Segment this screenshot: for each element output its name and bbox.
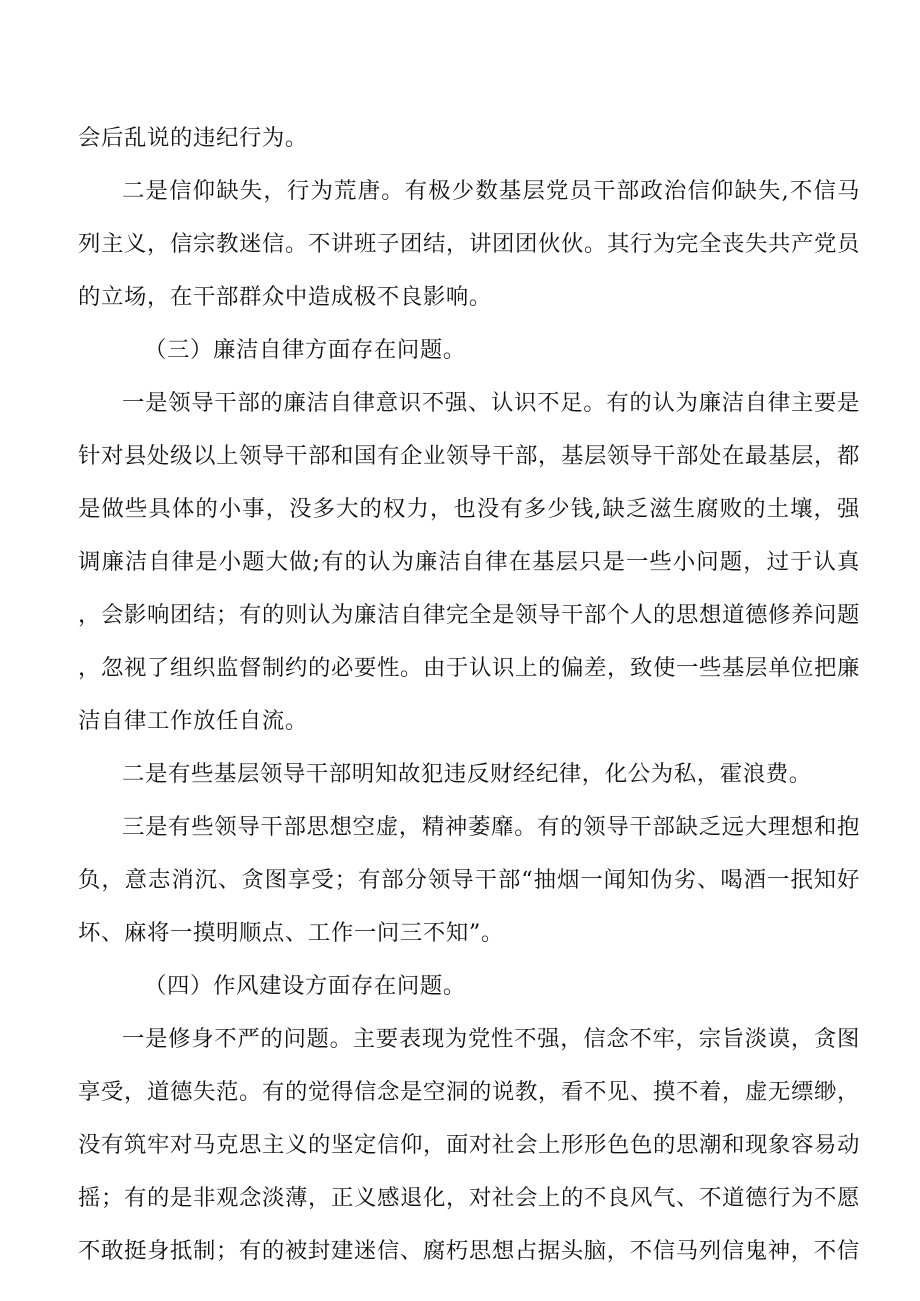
body-paragraph-continuation: 会后乱说的违纪行为。 [78, 125, 308, 151]
body-paragraph-self-cultivation: 一是修身不严的问题。主要表现为党性不强，信念不牢，宗旨淡谟，贪图享受，道德失范。有的觉得信念是空洞的说教，看不见、摸不着，虚无缥缈，没有筑牢对马克思主义的坚定信仰，面对社会上形形色色的思潮和现象容易动摇；有的是非观念淡薄，正义感退化，对社会上的不良风气、不道德行为不愿不敢挺身抵制；有的被封建迷信、腐朽思想占据头脑，不信马列信鬼神，不信 [78, 1026, 860, 1264]
body-paragraph-integrity-awareness: 一是领导干部的廉洁自律意识不强、认识不足。有的认为廉洁自律主要是针对县处级以上领导干部和国有企业领导干部，基层领导干部处在最基层，都是做些具体的小事，没多大的权力，也没有多少钱,缺乏滋生腐败的土壤，强调廉洁自律是小题大做;有的认为廉洁自律在基层只是一些小问题，过于认真，会影响团结；有的则认为廉洁自律完全是领导干部个人的思想道德修养问题，忽视了组织监督制约的必要性。由于认识上的偏差，致使一些基层单位把廉洁自律工作放任自流。 [78, 390, 860, 734]
body-paragraph-faith-loss: 二是信仰缺失，行为荒唐。有极少数基层党员干部政治信仰缺失,不信马列主义，信宗教迷信。不讲班子团结，讲团团伙伙。其行为完全丧失共产党员的立场，在干部群众中造成极不良影响。 [78, 178, 860, 310]
document-page [78, 112, 860, 1278]
body-paragraph-spiritual-emptiness: 三是有些领导干部思想空虚，精神萎靡。有的领导干部缺乏远大理想和抱负，意志消沉、贪图享受；有部分领导干部“抽烟一闻知伪劣、喝酒一抿知好坏、麻将一摸明顺点、工作一问三不知”。 [78, 814, 860, 946]
section-heading-integrity: （三）廉洁自律方面存在问题。 [144, 337, 466, 363]
section-heading-work-style: （四）作风建设方面存在问题。 [144, 973, 466, 999]
body-paragraph-financial-discipline: 二是有些基层领导干部明知故犯违反财经纪律，化公为私，霍浪费。 [122, 761, 812, 787]
